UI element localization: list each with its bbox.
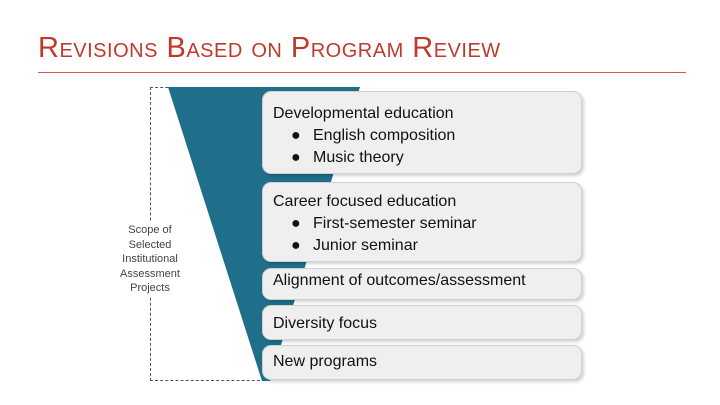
- list-item: [291, 125, 571, 147]
- bullet-text: First-semester seminar: [313, 215, 477, 232]
- bullet-icon: ●: [291, 215, 301, 232]
- bullet-list: [273, 213, 571, 257]
- item-new-programs: [262, 345, 582, 380]
- slide-title: Revisions Based on Program Review: [38, 32, 501, 64]
- bullet-icon: ●: [291, 149, 301, 166]
- bullet-icon: ●: [291, 127, 301, 144]
- bullet-icon: ●: [291, 237, 301, 254]
- list-item: [291, 213, 571, 235]
- bullet-list: [273, 125, 571, 169]
- list-item: [291, 235, 571, 257]
- item-heading: Career focused education: [273, 193, 457, 210]
- bullet-text: Junior seminar: [313, 237, 418, 254]
- item-diversity-focus: [262, 305, 582, 340]
- item-developmental-education: [262, 91, 582, 174]
- bullet-text: Music theory: [313, 149, 404, 166]
- item-heading: New programs: [273, 353, 378, 370]
- bullet-text: English composition: [313, 127, 456, 144]
- scope-label: Scope of Selected Institutional Assessment Projects: [112, 221, 188, 298]
- item-alignment: [262, 268, 582, 300]
- item-heading: Diversity focus: [273, 315, 378, 332]
- item-career-focused-education: [262, 182, 582, 262]
- list-item: [291, 147, 571, 169]
- item-heading: Developmental education: [273, 105, 454, 122]
- item-heading: Alignment of outcomes/assessment: [273, 272, 526, 289]
